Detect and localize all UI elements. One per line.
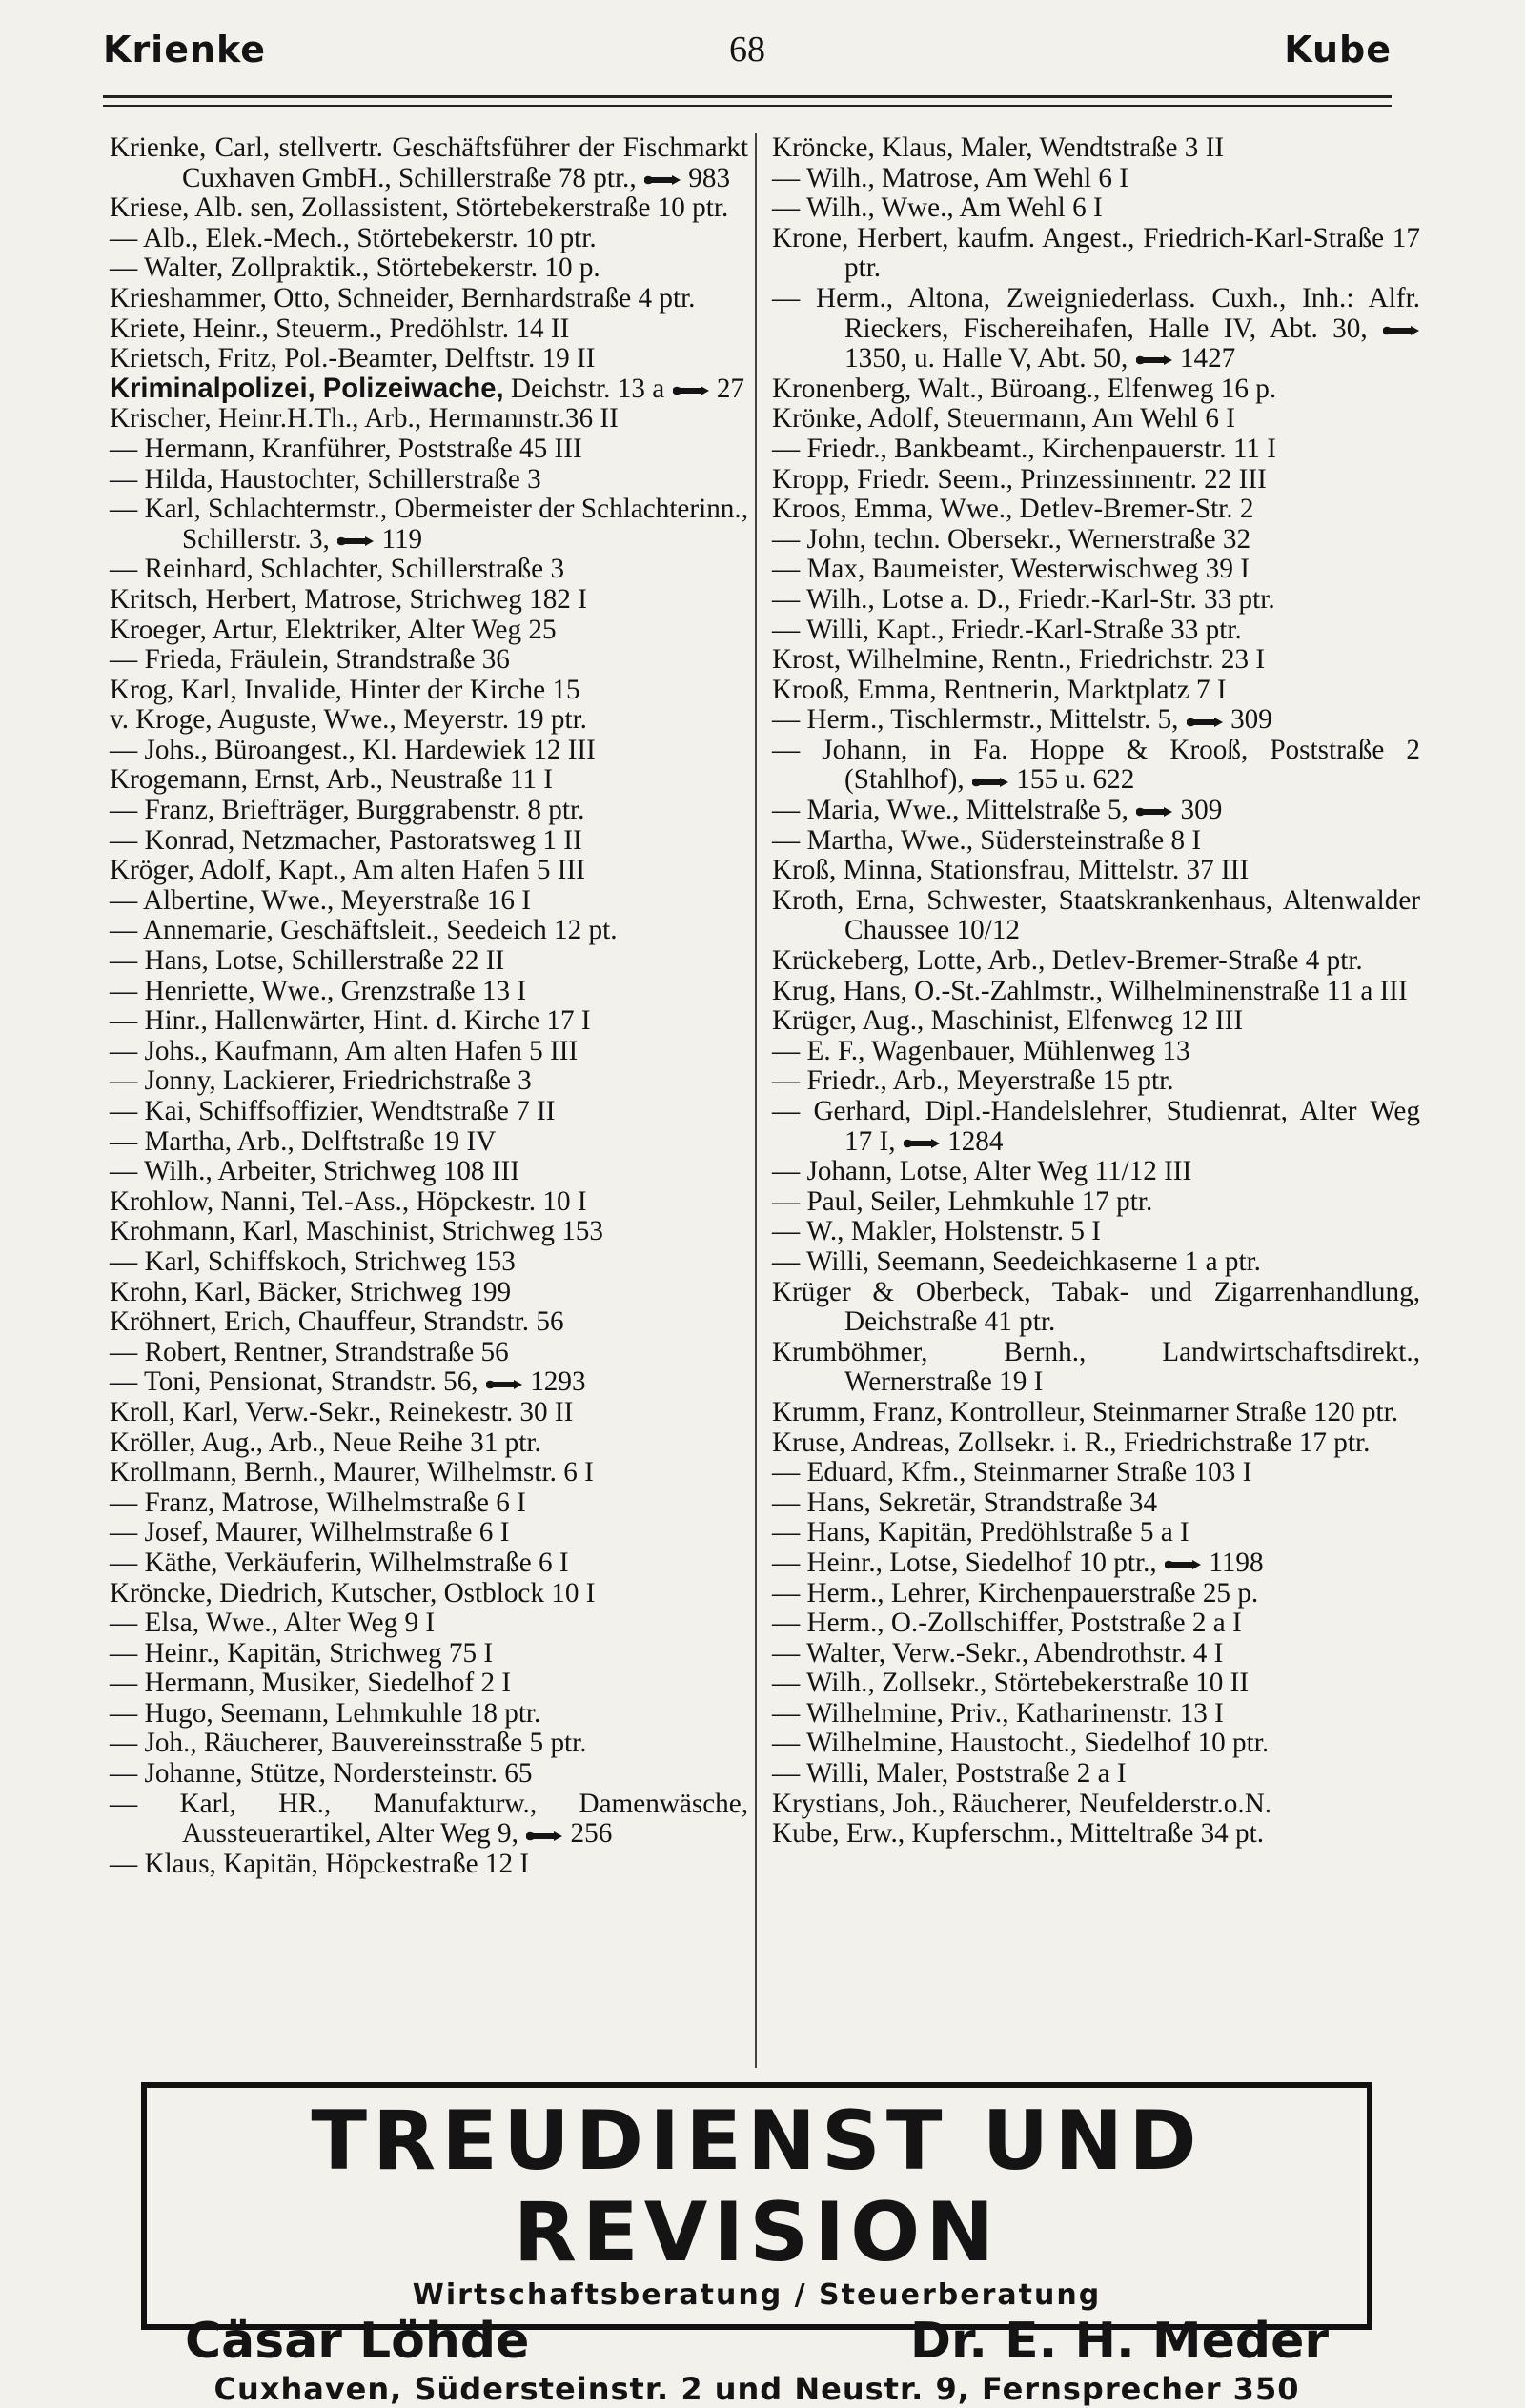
entry-text: Krog, Karl, Invalide, Hinter der Kirche 15 (110, 674, 580, 705)
entry-text: — Hans, Sekretär, Strandstraße 34 (772, 1487, 1158, 1518)
entry-text: — Willi, Kapt., Friedr.-Karl-Straße 33 ptr. (772, 614, 1242, 645)
directory-entry (110, 946, 748, 977)
column-divider (755, 133, 757, 2068)
entry-text: — John, techn. Obersekr., Wernerstraße 32 (772, 523, 1251, 555)
entry-text: Krohlow, Nanni, Tel.-Ass., Höpckestr. 10 I (110, 1185, 587, 1217)
directory-entry (772, 616, 1420, 646)
telephone-icon (1135, 354, 1173, 366)
directory-entry (110, 796, 748, 826)
entry-name: Kriminalpolizei, Polizeiwache, (110, 373, 504, 404)
directory-entry (772, 1579, 1420, 1609)
directory-entry (772, 736, 1420, 796)
entry-text: Kroth, Erna, Schwester, Staatskrankenhaus, Altenwalder Chaussee 10/12 (772, 884, 1420, 946)
entry-text: — Josef, Maurer, Wilhelmstraße 6 I (110, 1517, 510, 1548)
directory-entry (772, 1157, 1420, 1187)
entry-text: Kropp, Friedr. Seem., Prinzessinnentr. 22 III (772, 463, 1267, 495)
directory-entry (110, 133, 748, 193)
directory-entry (772, 1066, 1420, 1097)
directory-entry (772, 705, 1420, 736)
entry-text: Kroos, Emma, Wwe., Detlev-Bremer-Str. 2 (772, 494, 1254, 525)
directory-entry (772, 465, 1420, 496)
entry-text: — Hermann, Musiker, Siedelhof 2 I (110, 1668, 512, 1699)
directory-entry (772, 1699, 1420, 1730)
entry-text: — Martha, Wwe., Südersteinstraße 8 I (772, 824, 1202, 856)
entry-text: Krüger & Oberbeck, Tabak- und Zigarrenhandlung, Deichstraße 41 ptr. (772, 1276, 1420, 1338)
directory-entry (110, 1790, 748, 1850)
entry-text: — Hugo, Seemann, Lehmkuhle 18 ptr. (110, 1697, 541, 1729)
directory-entry (110, 856, 748, 886)
directory-entry (110, 314, 748, 345)
entry-text: — Hans, Lotse, Schillerstraße 22 II (110, 945, 505, 977)
directory-entry (772, 1488, 1420, 1519)
directory-entry (772, 856, 1420, 886)
entry-text: Krohmann, Karl, Maschinist, Strichweg 153 (110, 1216, 603, 1247)
phone-number: 983 (688, 162, 731, 193)
directory-entry (110, 555, 748, 585)
entry-text: Kroll, Karl, Verw.-Sekr., Reinekestr. 30 II (110, 1396, 574, 1427)
directory-entry (110, 1278, 748, 1308)
entry-text: — Hermann, Kranführer, Poststraße 45 III (110, 433, 582, 464)
directory-entry (110, 1037, 748, 1067)
entry-text: Kroeger, Artur, Elektriker, Alter Weg 25 (110, 614, 557, 645)
entry-text: — Wilhelmine, Haustocht., Siedelhof 10 ptr. (772, 1728, 1270, 1759)
telephone-icon (643, 174, 681, 186)
entry-text: — W., Makler, Holstenstr. 5 I (772, 1216, 1102, 1247)
directory-entry (110, 435, 748, 465)
entry-text: — Karl, Schlachtermstr., Obermeister der Schlachterinn., Schillerstr. 3, (110, 494, 748, 555)
entry-text: — Paul, Seiler, Lehmkuhle 17 ptr. (772, 1185, 1153, 1217)
phone-number: 1427 (1179, 343, 1236, 374)
entry-text: — Albertine, Wwe., Meyerstraße 16 I (110, 884, 532, 916)
directory-entry (110, 1699, 748, 1730)
telephone-icon (485, 1379, 523, 1390)
directory-entry (110, 1548, 748, 1579)
entry-text: Krischer, Heinr.H.Th., Arb., Hermannstr.36 II (110, 403, 619, 435)
directory-entry (772, 1639, 1420, 1669)
entry-text: Krüger, Aug., Maschinist, Elfenweg 12 III (772, 1005, 1244, 1037)
directory-entry (772, 676, 1420, 706)
entry-text: — Wilhelmine, Priv., Katharinenstr. 13 I (772, 1697, 1224, 1729)
directory-entry (772, 1759, 1420, 1790)
directory-entry (772, 1006, 1420, 1037)
entry-text: — Walter, Verw.-Sekr., Abendrothstr. 4 I (772, 1637, 1224, 1669)
telephone-icon (1186, 717, 1224, 728)
phone-number: 256 (570, 1818, 613, 1850)
directory-entry (110, 1458, 748, 1488)
entry-text: — Frieda, Fräulein, Strandstraße 36 (110, 644, 510, 676)
directory-entry (772, 1669, 1420, 1699)
telephone-icon (672, 385, 710, 396)
directory-entry (110, 1609, 748, 1639)
phone-number: 1198 (1209, 1547, 1264, 1578)
entry-text: v. Kroge, Auguste, Wwe., Meyerstr. 19 ptr. (110, 704, 587, 736)
directory-entry (110, 224, 748, 254)
entry-text: Krystians, Joh., Räucherer, Neufelderstr.o.N. (772, 1788, 1272, 1819)
entry-text: Krumm, Franz, Kontrolleur, Steinmarner Straße 120 ptr. (772, 1396, 1399, 1427)
telephone-icon (336, 536, 375, 547)
directory-entry (110, 1759, 748, 1790)
ad-name-right: Dr. E. H. Meder (909, 2313, 1329, 2370)
entry-text: Krone, Herbert, kaufm. Angest., Friedrich-Karl-Straße 17 ptr. (772, 222, 1420, 284)
entry-text: Kröger, Adolf, Kapt., Am alten Hafen 5 III (110, 855, 585, 886)
entry-text: — Herm., Tischlermstr., Mittelstr. 5, (772, 704, 1186, 736)
directory-entry (110, 465, 748, 496)
directory-entry (110, 616, 748, 646)
directory-entry (772, 193, 1420, 224)
directory-entry (110, 1066, 748, 1097)
ad-name-left: Cäsar Löhde (185, 2313, 530, 2370)
entry-text: — Johs., Kaufmann, Am alten Hafen 5 III (110, 1035, 579, 1066)
header-rule (103, 95, 1392, 98)
telephone-icon (1135, 806, 1173, 818)
directory-entry (110, 826, 748, 857)
entry-text: Krug, Hans, O.-St.-Zahlmstr., Wilhelminenstraße 11 a III (772, 975, 1408, 1006)
entry-text: Krienke, Carl, stellvertr. Geschäftsführer der Fischmarkt Cuxhaven GmbH., Schillerstraße 78 ptr., (110, 132, 748, 193)
directory-entry (772, 977, 1420, 1007)
entry-text: — Käthe, Verkäuferin, Wilhelmstraße 6 I (110, 1547, 569, 1578)
entry-text: — Herm., Altona, Zweigniederlass. Cuxh., Inh.: Alfr. Rieckers, Fischereihafen, Halle IV, Abt. 30, (772, 282, 1420, 344)
phone-number: 1293 (530, 1366, 586, 1398)
directory-entry (772, 1278, 1420, 1338)
entry-text: Deichstr. 13 a (503, 373, 672, 404)
entry-text: u. 622 (1058, 764, 1135, 796)
entry-text: — Friedr., Arb., Meyerstraße 15 ptr. (772, 1065, 1174, 1097)
entry-text: , u. Halle V, Abt. 50, (900, 343, 1135, 374)
phone-number: 155 (1016, 764, 1059, 796)
directory-entry (110, 1428, 748, 1459)
directory-entry (110, 1729, 748, 1759)
advertisement-box (141, 2082, 1372, 2407)
page-number: 68 (729, 30, 765, 70)
directory-entry (110, 765, 748, 796)
directory-entry (772, 555, 1420, 585)
entry-text: — Johann, Lotse, Alter Weg 11/12 III (772, 1156, 1192, 1187)
directory-entry (110, 977, 748, 1007)
phone-number: 309 (1230, 704, 1272, 736)
directory-entry (772, 1729, 1420, 1759)
directory-entry (110, 344, 748, 374)
entry-text: — Willi, Seemann, Seedeichkaserne 1 a ptr. (772, 1245, 1261, 1277)
directory-entry (772, 796, 1420, 826)
directory-entry (110, 585, 748, 616)
entry-text: Kronenberg, Walt., Büroang., Elfenweg 16 p. (772, 373, 1277, 404)
entry-text: — Kai, Schiffsoffizier, Wendtstraße 7 II (110, 1096, 556, 1126)
directory-entry (110, 1669, 748, 1699)
directory-entry (110, 284, 748, 314)
entry-text: — Karl, HR., Manufakturw., Damenwäsche, Aussteuerartikel, Alter Weg 9, (110, 1788, 748, 1850)
entry-text: Kriete, Heinr., Steuerm., Predöhlstr. 14 II (110, 313, 570, 344)
entry-text: — Wilh., Wwe., Am Wehl 6 I (772, 192, 1103, 224)
entry-text: Kritsch, Herbert, Matrose, Strichweg 182 I (110, 583, 587, 615)
directory-entry (110, 193, 748, 224)
directory-entry (772, 224, 1420, 284)
phone-number: 119 (381, 523, 423, 555)
entry-text: Krost, Wilhelmine, Rentn., Friedrichstr. 23 I (772, 644, 1266, 676)
entry-text: Kröncke, Klaus, Maler, Wendtstraße 3 II (772, 132, 1225, 163)
directory-entry (110, 736, 748, 766)
entry-text: — Wilh., Arbeiter, Strichweg 108 III (110, 1156, 519, 1187)
directory-entry (772, 1247, 1420, 1278)
directory-entry (110, 1367, 748, 1398)
directory-entry (110, 495, 748, 555)
entry-text: — Robert, Rentner, Strandstraße 56 (110, 1336, 509, 1367)
directory-entry (110, 645, 748, 676)
directory-entry (110, 374, 748, 405)
entry-text: — Gerhard, Dipl.-Handelslehrer, Studienrat, Alter Weg 17 I, (772, 1096, 1420, 1157)
header-last-entry: Kube (1284, 29, 1392, 71)
directory-entry (110, 1488, 748, 1519)
entry-text: Krumböhmer, Bernh., Landwirtschaftsdirekt., Wernerstraße 19 I (772, 1336, 1420, 1398)
entry-text: — Heinr., Lotse, Siedelhof 10 ptr., (772, 1547, 1165, 1578)
header-first-entry: Krienke (103, 29, 267, 71)
entry-text: — Konrad, Netzmacher, Pastoratsweg 1 II (110, 824, 582, 856)
directory-entry (110, 1398, 748, 1428)
telephone-icon (1164, 1559, 1202, 1570)
directory-entry (110, 1850, 748, 1880)
entry-text: — Willi, Maler, Poststraße 2 a I (772, 1758, 1127, 1790)
directory-entry (772, 133, 1420, 164)
entry-text: — Hilda, Haustochter, Schillerstraße 3 (110, 463, 541, 495)
entry-text: — Hans, Kapitän, Predöhlstraße 5 a I (772, 1517, 1190, 1548)
directory-entry (772, 1609, 1420, 1639)
directory-entry (110, 1157, 748, 1187)
entry-text: Krückeberg, Lotte, Arb., Detlev-Bremer-Straße 4 ptr. (772, 945, 1363, 977)
directory-entry (110, 253, 748, 284)
entry-text: Krogemann, Ernst, Arb., Neustraße 11 I (110, 764, 553, 796)
right-column (772, 133, 1420, 1850)
telephone-icon (971, 777, 1009, 788)
directory-entry (772, 1819, 1420, 1850)
entry-text: — Martha, Arb., Delftstraße 19 IV (110, 1125, 497, 1157)
entry-text: — Friedr., Bankbeamt., Kirchenpauerstr. 11 I (772, 433, 1277, 464)
phone-number: 1284 (947, 1125, 1004, 1157)
entry-text: — Franz, Briefträger, Burggrabenstr. 8 ptr. (110, 795, 585, 826)
header-rule-thin (103, 105, 1392, 107)
directory-entry (110, 1307, 748, 1338)
directory-entry (110, 705, 748, 736)
directory-entry (772, 1037, 1420, 1067)
entry-text: — Jonny, Lackierer, Friedrichstraße 3 (110, 1065, 532, 1097)
directory-entry (110, 1217, 748, 1247)
directory-entry (772, 1338, 1420, 1398)
directory-entry (110, 1579, 748, 1609)
ad-address: Cuxhaven, Südersteinstr. 2 und Neustr. 9, Fernsprecher 350 (214, 2371, 1300, 2407)
directory-entry (772, 1428, 1420, 1459)
directory-entry (772, 164, 1420, 194)
directory-entry (110, 1187, 748, 1218)
entry-text: — Wilh., Lotse a. D., Friedr.-Karl-Str. 33 ptr. (772, 583, 1275, 615)
directory-entry (772, 1458, 1420, 1488)
directory-entry (110, 404, 748, 435)
directory-entry (110, 1518, 748, 1548)
entry-text: Kruse, Andreas, Zollsekr. i. R., Friedrichstraße 17 ptr. (772, 1427, 1371, 1458)
directory-entry (772, 1548, 1420, 1579)
directory-entry (772, 1398, 1420, 1428)
entry-text: Kriese, Alb. sen, Zollassistent, Störtebekerstraße 10 ptr. (110, 192, 729, 224)
directory-entry (772, 1518, 1420, 1548)
phone-number: 1350 (844, 343, 901, 374)
directory-entry (772, 404, 1420, 435)
entry-text: Krooß, Emma, Rentnerin, Marktplatz 7 I (772, 674, 1227, 705)
directory-entry (772, 826, 1420, 857)
directory-entry (772, 886, 1420, 946)
directory-entry (110, 916, 748, 946)
entry-text: — Wilh., Zollsekr., Störtebekerstraße 10 II (772, 1668, 1250, 1699)
entry-text: — Annemarie, Geschäftsleit., Seedeich 12 pt. (110, 915, 618, 946)
directory-entry (110, 1006, 748, 1037)
directory-entry (110, 1127, 748, 1158)
ad-names (147, 2313, 1367, 2370)
directory-entry (772, 435, 1420, 465)
phone-number: 309 (1180, 795, 1223, 826)
directory-entry (772, 1187, 1420, 1218)
entry-text: Kröncke, Diedrich, Kutscher, Ostblock 10 I (110, 1577, 596, 1609)
telephone-icon (1382, 325, 1420, 336)
directory-entry (772, 946, 1420, 977)
directory-entry (110, 676, 748, 706)
entry-text: — Wilh., Matrose, Am Wehl 6 I (772, 162, 1128, 193)
entry-text: — Walter, Zollpraktik., Störtebekerstr. 10 p. (110, 253, 600, 284)
directory-entry (772, 585, 1420, 616)
telephone-icon (525, 1831, 563, 1842)
entry-text: — Joh., Räucherer, Bauvereinsstraße 5 ptr. (110, 1728, 587, 1759)
entry-text: Krietsch, Fritz, Pol.-Beamter, Delftstr. 19 II (110, 343, 596, 374)
phone-number: 27 (716, 373, 744, 404)
entry-text: — Johs., Büroangest., Kl. Hardewiek 12 III (110, 734, 596, 765)
entry-text: — Hinr., Hallenwärter, Hint. d. Kirche 17 I (110, 1005, 591, 1037)
directory-entry (772, 495, 1420, 525)
directory-entry (772, 1217, 1420, 1247)
entry-text: — Karl, Schiffskoch, Strichweg 153 (110, 1245, 516, 1277)
left-column (110, 133, 748, 1879)
directory-entry (110, 1097, 748, 1127)
entry-text: — Heinr., Kapitän, Strichweg 75 I (110, 1637, 494, 1669)
entry-text: Kröhnert, Erich, Chauffeur, Strandstr. 56 (110, 1306, 564, 1338)
entry-text: Krollmann, Bernh., Maurer, Wilhelmstr. 6 I (110, 1457, 594, 1488)
entry-text: — Klaus, Kapitän, Höpckestraße 12 I (110, 1848, 530, 1879)
directory-entry (110, 1639, 748, 1669)
entry-text: — Johann, in Fa. Hoppe & Krooß, Poststraße 2 (Stahlhof), (772, 734, 1420, 796)
page-header (103, 29, 1392, 76)
entry-text: — Herm., Lehrer, Kirchenpauerstraße 25 p. (772, 1577, 1259, 1609)
entry-text: — Alb., Elek.-Mech., Störtebekerstr. 10 ptr. (110, 222, 597, 253)
entry-text: — E. F., Wagenbauer, Mühlenweg 13 (772, 1035, 1190, 1066)
entry-text: — Reinhard, Schlachter, Schillerstraße 3 (110, 554, 565, 585)
directory-entry (110, 1338, 748, 1368)
directory-entry (772, 374, 1420, 405)
telephone-icon (903, 1138, 941, 1149)
directory-entry (772, 1097, 1420, 1157)
entry-text: — Max, Baumeister, Westerwischweg 39 I (772, 554, 1250, 585)
entry-text: — Henriette, Wwe., Grenzstraße 13 I (110, 975, 527, 1006)
entry-text: Krönke, Adolf, Steuermann, Am Wehl 6 I (772, 403, 1235, 435)
ad-title: TREUDIENST UND REVISION (311, 2094, 1203, 2280)
directory-entry (110, 886, 748, 917)
directory-entry (772, 1790, 1420, 1820)
entry-text: — Eduard, Kfm., Steinmarner Straße 103 I (772, 1457, 1252, 1488)
entry-text: — Toni, Pensionat, Strandstr. 56, (110, 1366, 485, 1398)
entry-text: — Elsa, Wwe., Alter Weg 9 I (110, 1608, 436, 1639)
entry-text: Kube, Erw., Kupferschm., Mitteltraße 34 pt. (772, 1818, 1265, 1850)
entry-text: Krieshammer, Otto, Schneider, Bernhardstraße 4 ptr. (110, 282, 696, 314)
entry-text: — Franz, Matrose, Wilhelmstraße 6 I (110, 1487, 526, 1518)
entry-text: — Herm., O.-Zollschiffer, Poststraße 2 a I (772, 1608, 1242, 1639)
entry-text: — Maria, Wwe., Mittelstraße 5, (772, 795, 1136, 826)
ad-subtitle: Wirtschaftsberatung / Steuerberatung (412, 2278, 1102, 2312)
directory-entry (110, 1247, 748, 1278)
entry-text: — Johanne, Stütze, Nordersteinstr. 65 (110, 1758, 533, 1790)
entry-text: Krohn, Karl, Bäcker, Strichweg 199 (110, 1276, 512, 1307)
directory-entry (772, 525, 1420, 556)
entry-text: Kröller, Aug., Arb., Neue Reihe 31 ptr. (110, 1427, 541, 1458)
directory-entry (772, 645, 1420, 676)
directory-entry (772, 284, 1420, 374)
entry-text: Kroß, Minna, Stationsfrau, Mittelstr. 37 III (772, 855, 1250, 886)
